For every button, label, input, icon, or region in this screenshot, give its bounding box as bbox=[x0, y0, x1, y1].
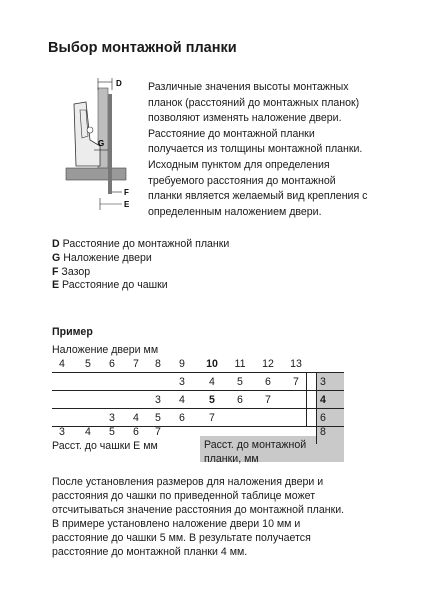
table-cell: 7 bbox=[293, 376, 299, 388]
outro-text: После установления размеров для наложения двери и расстояния до чашки по приведенной таблице может отсчитываться значение расстояния до монтажной планки. В примере установлено наложение двери 10 мм и расстояние до чашки 5 мм. В результате получается расстояние до монтажной планки 4 мм. bbox=[52, 476, 345, 558]
table-cell: 4 bbox=[209, 376, 215, 388]
plate-value: 6 bbox=[320, 412, 326, 424]
table-cell: 6 bbox=[265, 376, 271, 388]
example-title: Пример bbox=[52, 326, 93, 338]
header-cell: 4 bbox=[59, 358, 65, 370]
row-line bbox=[52, 390, 344, 391]
left-label: Расст. до чашки E мм bbox=[52, 440, 158, 452]
legend-item-f: F Зазор bbox=[52, 265, 91, 278]
table-cell: 7 bbox=[265, 394, 271, 406]
hinge-diagram bbox=[46, 76, 136, 216]
intro-text: Различные значения высоты монтажных планок (расстояний до монтажных планок) позволяют изменять наложение двери. Расстояние до монтажной планки получается из толщины монтажной планки. Исходным пунктом для определения требуемого расстояния до монтажной планки является желаемый вид крепления с определенным наложением двери. bbox=[148, 81, 368, 218]
table-cell: 3 bbox=[109, 412, 115, 424]
header-cell: 6 bbox=[109, 358, 115, 370]
label-f: F bbox=[124, 188, 129, 197]
label-e: E bbox=[124, 200, 130, 209]
table-cell: 3 bbox=[179, 376, 185, 388]
table-cell: 5 bbox=[109, 426, 115, 438]
header-cell: 12 bbox=[262, 358, 274, 370]
header-cell: 9 bbox=[179, 358, 185, 370]
table-cell: 5 bbox=[237, 376, 243, 388]
table-cell: 6 bbox=[179, 412, 185, 424]
table-cell: 5 bbox=[155, 412, 161, 424]
row-line bbox=[52, 408, 344, 409]
marker-line bbox=[306, 372, 307, 426]
table-cell: 6 bbox=[133, 426, 139, 438]
table-cell: 7 bbox=[209, 412, 215, 424]
table-cell: 6 bbox=[237, 394, 243, 406]
right-label: Расст. до монтажной планки, мм bbox=[204, 439, 307, 465]
header-cell: 5 bbox=[85, 358, 91, 370]
legend bbox=[52, 238, 229, 293]
table-cell: 7 bbox=[155, 426, 161, 438]
table-cell: 3 bbox=[155, 394, 161, 406]
plate-value: 3 bbox=[320, 376, 326, 388]
header-cell: 11 bbox=[234, 358, 246, 370]
legend-item-e: E Расстояние до чашки bbox=[52, 279, 168, 292]
table-cell: 4 bbox=[85, 426, 91, 438]
header-cell: 7 bbox=[133, 358, 139, 370]
table-cell: 4 bbox=[133, 412, 139, 424]
plate-value: 8 bbox=[320, 426, 326, 438]
table-cell: 3 bbox=[59, 426, 65, 438]
example-subtitle: Наложение двери мм bbox=[52, 344, 159, 356]
row-line bbox=[52, 372, 344, 373]
page-title: Выбор монтажной планки bbox=[48, 40, 237, 56]
table-cell: 4 bbox=[179, 394, 185, 406]
plate-value-selected: 4 bbox=[320, 394, 326, 406]
header-cell-selected: 10 bbox=[206, 358, 218, 370]
header-cell: 8 bbox=[155, 358, 161, 370]
header-cell: 13 bbox=[290, 358, 302, 370]
legend-item-g: G Наложение двери bbox=[52, 251, 152, 264]
label-g: G bbox=[98, 139, 105, 148]
label-d: D bbox=[116, 79, 122, 88]
marker-line bbox=[316, 372, 317, 444]
legend-item-d: D Расстояние до монтажной планки bbox=[52, 238, 230, 250]
table-cell-selected: 5 bbox=[209, 394, 215, 406]
